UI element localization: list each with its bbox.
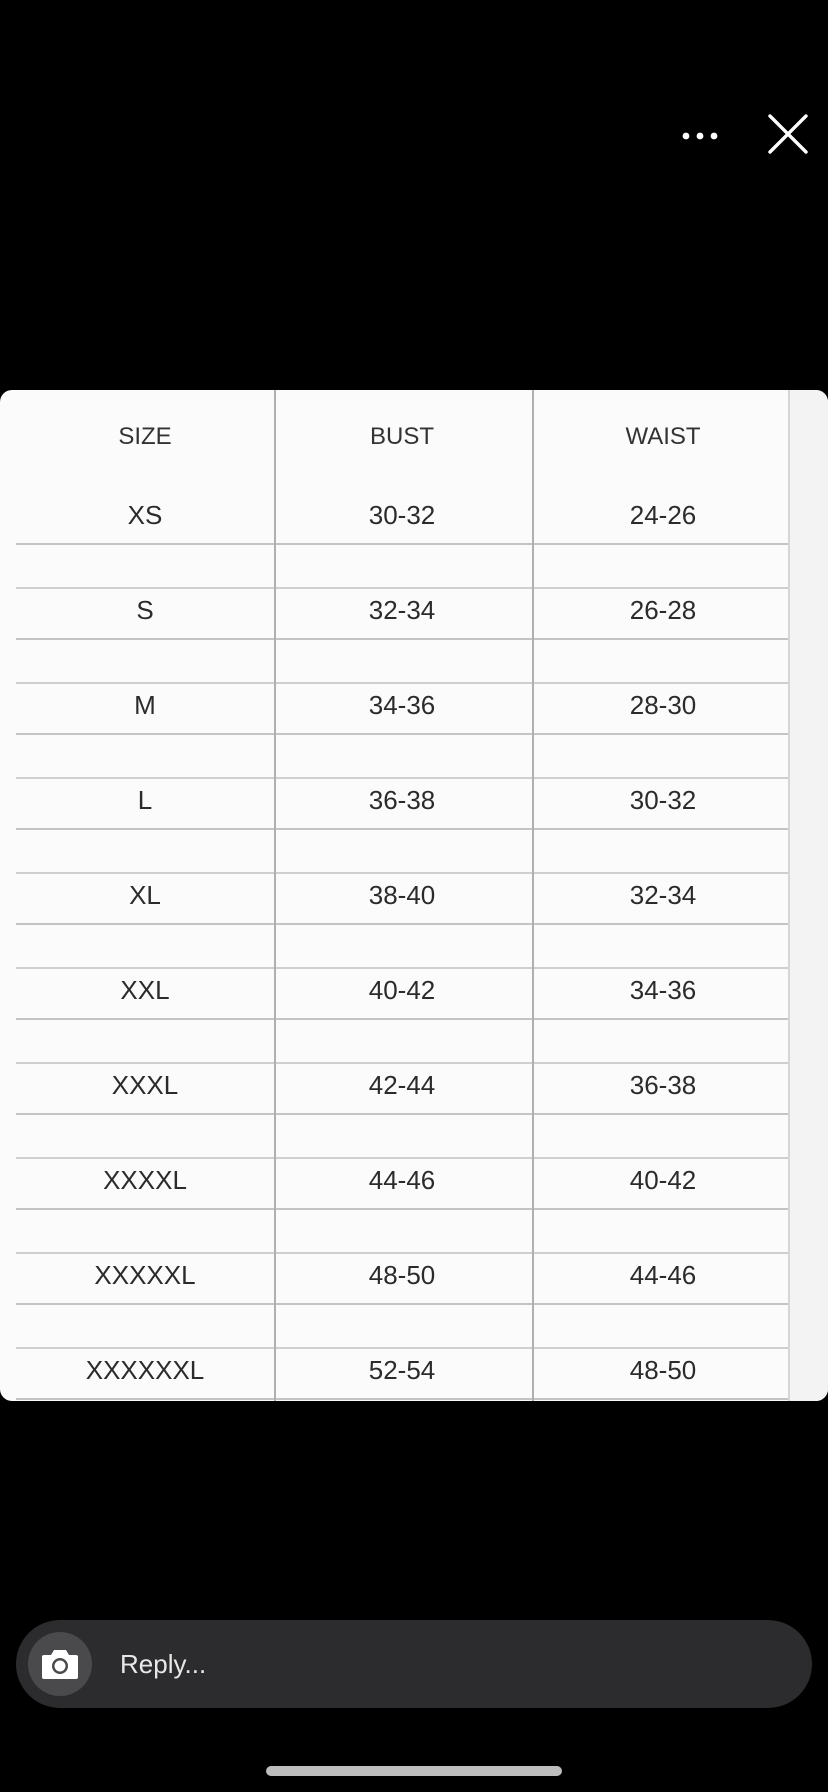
table-cell: XXXXL: [103, 1165, 187, 1195]
table-cell: 36-38: [368, 785, 436, 815]
reply-bar: [16, 1620, 812, 1708]
table-header: BUST: [369, 423, 435, 450]
camera-icon: [41, 1648, 79, 1680]
ellipsis-icon: [680, 130, 720, 142]
table-cell: 30-32: [629, 785, 697, 815]
table-cell: 28-30: [629, 690, 697, 720]
table-cell: S: [136, 595, 154, 625]
table-cell: 26-28: [629, 595, 697, 625]
table-cell: 34-36: [629, 975, 697, 1005]
more-options-button[interactable]: [674, 118, 726, 154]
table-cell: 48-50: [368, 1260, 436, 1290]
table-cell: 24-26: [629, 500, 697, 530]
story-image: [0, 390, 828, 1401]
table-cell: 34-36: [368, 690, 436, 720]
table-cell: 38-40: [368, 880, 436, 910]
table-cell: 44-46: [629, 1260, 697, 1290]
table-cell: 30-32: [368, 500, 436, 530]
home-indicator: [266, 1766, 562, 1776]
table-cell: L: [137, 785, 153, 815]
table-cell: XL: [129, 880, 161, 910]
table-cell: XXXXXL: [94, 1260, 196, 1290]
table-cell: 44-46: [368, 1165, 436, 1195]
table-cell: 32-34: [629, 880, 697, 910]
table-cell: 40-42: [629, 1165, 697, 1195]
table-cell: 42-44: [368, 1070, 436, 1100]
table-cell: 36-38: [629, 1070, 697, 1100]
reply-input[interactable]: [118, 1648, 762, 1681]
table-cell: XXXXXXL: [85, 1355, 205, 1385]
table-header: SIZE: [118, 423, 172, 450]
table-header: WAIST: [625, 423, 701, 450]
camera-button[interactable]: [28, 1632, 92, 1696]
close-icon: [767, 113, 809, 155]
close-button[interactable]: [762, 108, 814, 160]
table-cell: XS: [127, 500, 163, 530]
table-cell: XXL: [120, 975, 170, 1005]
table-cell: 40-42: [368, 975, 436, 1005]
table-cell: 48-50: [629, 1355, 697, 1385]
table-cell: 32-34: [368, 595, 436, 625]
image-edge: [790, 390, 828, 1401]
table-cell: 52-54: [368, 1355, 436, 1385]
table-cell: XXXL: [111, 1070, 179, 1100]
table-cell: M: [134, 690, 156, 720]
size-chart-table: [0, 390, 828, 1401]
